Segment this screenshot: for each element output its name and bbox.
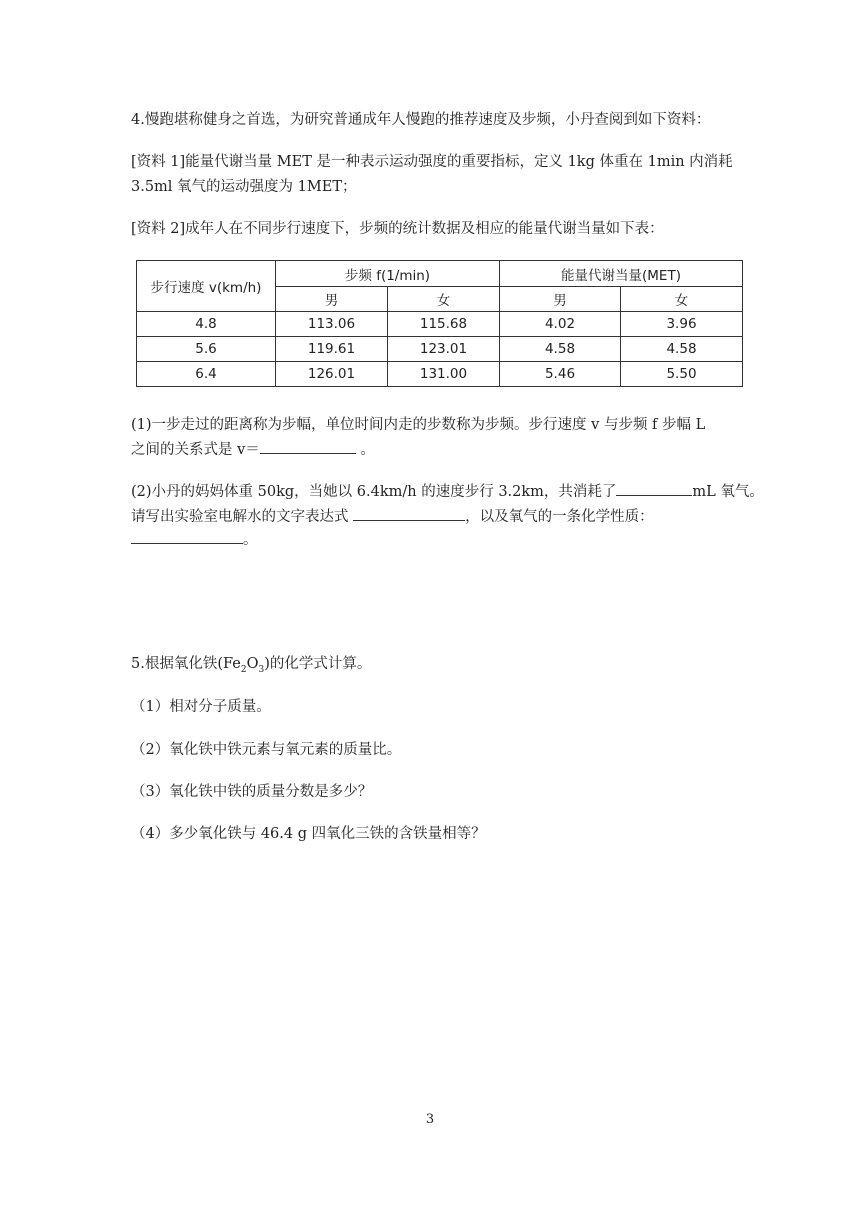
q4-ref1-line2: 3.5ml 氧气的运动强度为 1MET； [131,179,357,195]
list-item: （3）氧化铁中铁的质量分数是多少？ [131,784,373,800]
table-cell: 131.00 [388,362,500,387]
table-cell: 3.96 [621,312,743,337]
header-speed: 步行速度 v(km/h) [137,261,276,312]
q4-sub1-line1: (1)一步走过的距离称为步幅，单位时间内走的步数称为步频。步行速度 v 与步频 f 步幅 L [131,417,706,433]
q4-ref1-line1: [资料 1]能量代谢当量 MET 是一种表示运动强度的重要指标，定义 1kg 体重在 1min 内消耗 [131,154,733,170]
list-item: （2）氧化铁中铁元素与氧元素的质量比。 [131,742,402,758]
answer-blank-1[interactable] [260,439,356,454]
table-row [137,312,743,337]
table-row [137,362,743,387]
q4-sub2-line3 [131,528,258,549]
list-item: （1）相对分子质量。 [131,699,271,715]
header-freq-female: 女 [388,287,500,312]
q4-sub2-line2 [131,505,654,526]
table-cell: 119.61 [276,337,388,362]
answer-blank-3[interactable] [353,506,465,521]
subscript-3: 3 [258,664,265,675]
q5-intro [131,652,371,675]
q4-intro: 4.慢跑堪称健身之首选，为研究普通成年人慢跑的推荐速度及步频，小丹查阅到如下资料： [131,112,711,128]
table-cell: 126.01 [276,362,388,387]
table-cell: 4.8 [137,312,276,337]
q4-sub2-text-d: ，以及氧气的一条化学性质： [465,509,654,525]
q4-sub2-text-a: (2)小丹的妈妈体重 50kg，当她以 6.4km/h 的速度步行 3.2km，共消耗了 [131,484,617,500]
table-cell: 115.68 [388,312,500,337]
table-cell: 123.01 [388,337,500,362]
header-met-female: 女 [621,287,743,312]
q4-sub1-text-a: 之间的关系式是 v＝ [131,442,260,458]
answer-blank-2[interactable] [616,481,692,496]
q4-sub2-text-b: mL 氧气。 [692,484,764,500]
table-cell: 5.50 [621,362,743,387]
q4-sub1-line2 [131,438,375,459]
table-cell: 5.6 [137,337,276,362]
table-cell: 6.4 [137,362,276,387]
q4-sub2-text-c: 请写出实验室电解水的文字表达式 [131,509,354,525]
q5-intro-c: )的化学式计算。 [264,656,372,672]
header-met-male: 男 [500,287,621,312]
subscript-2: 2 [240,664,247,675]
page-number: 3 [425,1112,435,1127]
header-freq-male: 男 [276,287,388,312]
q4-ref2: [资料 2]成年人在不同步行速度下，步频的统计数据及相应的能量代谢当量如下表： [131,221,664,237]
table-cell: 113.06 [276,312,388,337]
q5-intro-b: O [246,656,259,672]
q5-intro-a: 5.根据氧化铁(Fe [131,656,241,672]
table-cell: 4.02 [500,312,621,337]
header-met: 能量代谢当量(MET) [500,261,743,287]
table-cell: 4.58 [500,337,621,362]
q4-sub2-text-e: 。 [243,532,258,548]
table-cell: 5.46 [500,362,621,387]
q4-sub1-text-b: 。 [355,442,375,458]
table-row [137,337,743,362]
list-item: （4）多少氧化铁与 46.4 g 四氧化三铁的含铁量相等？ [131,826,486,842]
table-cell: 4.58 [621,337,743,362]
q4-sub2-line1 [131,480,764,501]
answer-blank-4[interactable] [131,529,243,544]
data-table [136,260,743,387]
header-frequency: 步频 f(1/min) [276,261,500,287]
